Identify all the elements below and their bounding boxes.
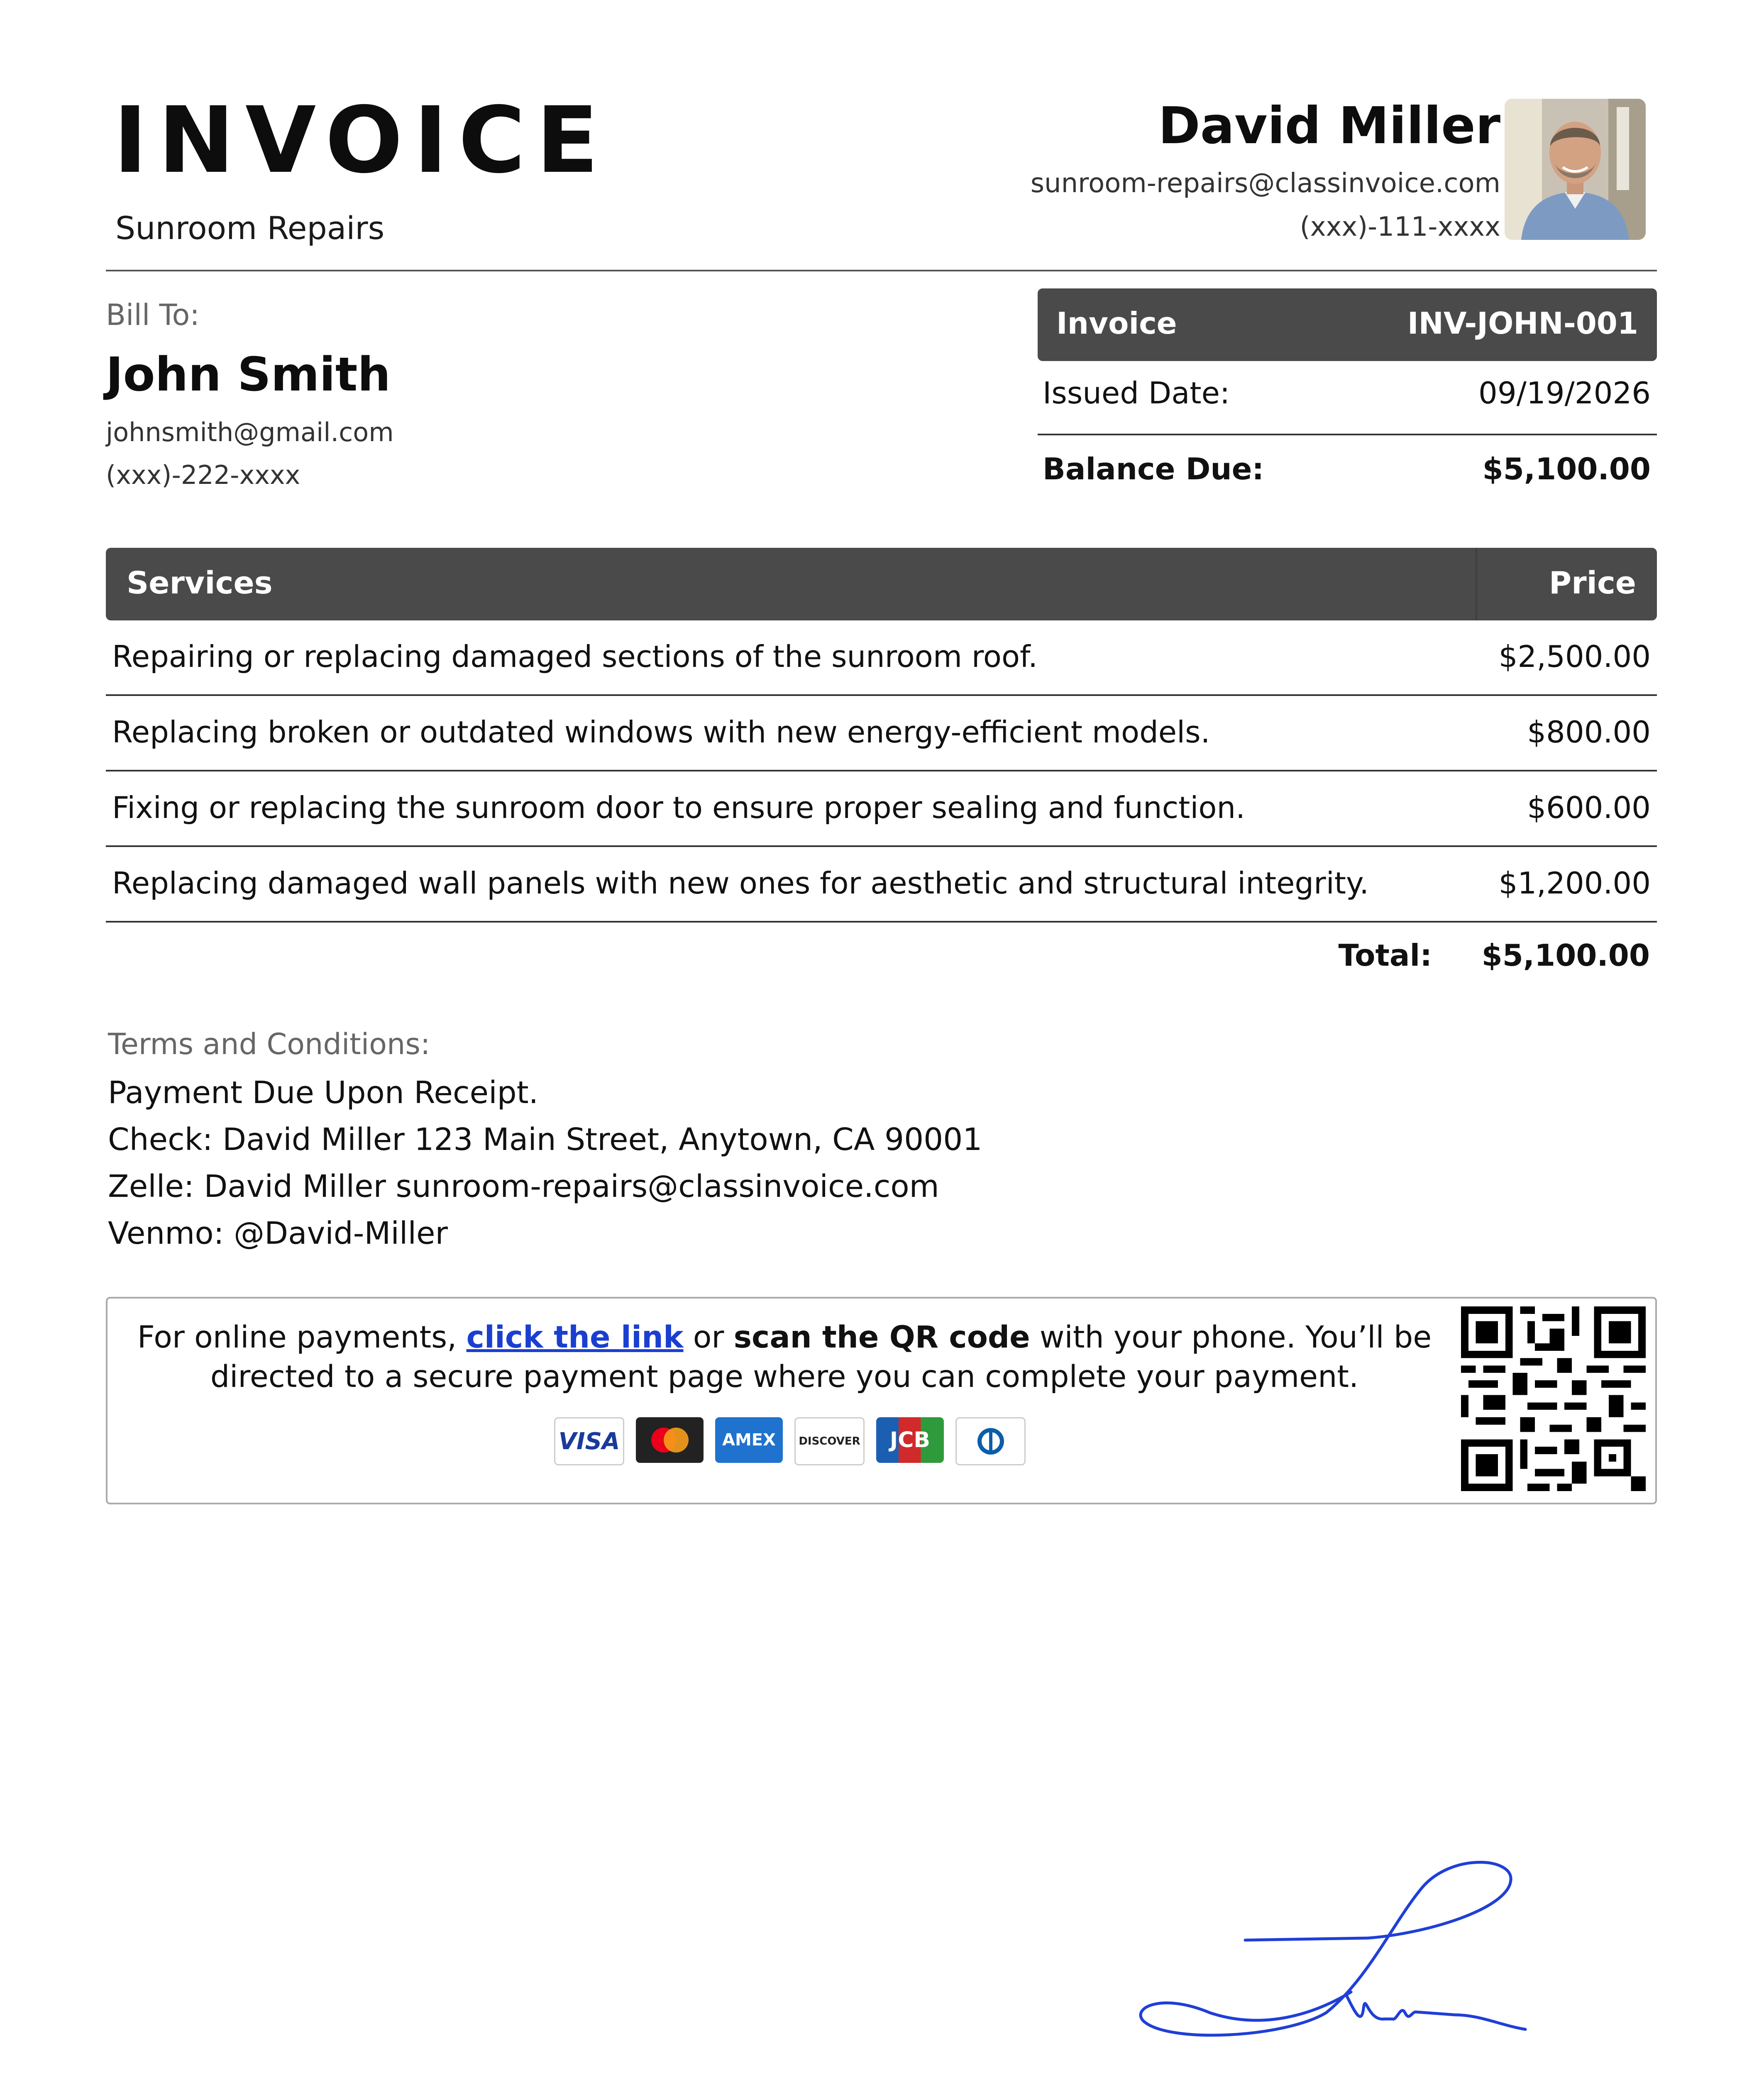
invoice-number: INV-JOHN-001 bbox=[1407, 306, 1638, 341]
service-description: Replacing damaged wall panels with new ones for aesthetic and structural integrity. bbox=[112, 866, 1369, 901]
accepted-cards bbox=[554, 1417, 1026, 1463]
payment-qr-hint: scan the QR code bbox=[733, 1320, 1030, 1355]
service-price: $2,500.00 bbox=[1498, 639, 1651, 674]
invoice-number-bar bbox=[1038, 288, 1657, 361]
service-price: $600.00 bbox=[1527, 790, 1651, 825]
price-column-header: Price bbox=[1549, 565, 1636, 601]
table-row bbox=[106, 771, 1657, 847]
service-price: $800.00 bbox=[1527, 715, 1651, 749]
services-column-header: Services bbox=[127, 565, 273, 601]
invoice-title: INVOICE bbox=[113, 87, 609, 193]
terms-line: Zelle: David Miller sunroom-repairs@classinvoice.com bbox=[108, 1169, 939, 1204]
header-divider bbox=[106, 270, 1657, 271]
sender-photo bbox=[1505, 99, 1646, 240]
payment-instructions bbox=[112, 1318, 1457, 1396]
client-name: John Smith bbox=[106, 348, 391, 402]
service-description: Fixing or replacing the sunroom door to ensure proper sealing and function. bbox=[112, 790, 1245, 825]
issued-date-label: Issued Date: bbox=[1043, 376, 1230, 410]
client-email: johnsmith@gmail.com bbox=[106, 417, 394, 447]
amex-icon: AMEX bbox=[715, 1417, 783, 1463]
invoice-label: Invoice bbox=[1056, 306, 1177, 341]
sender-email: sunroom-repairs@classinvoice.com bbox=[1030, 168, 1500, 199]
service-description: Replacing broken or outdated windows with new energy-efficient models. bbox=[112, 715, 1210, 749]
payment-qr-code[interactable] bbox=[1461, 1306, 1646, 1491]
sender-name: David Miller bbox=[1158, 96, 1500, 155]
table-row bbox=[106, 620, 1657, 696]
signature bbox=[1135, 1855, 1559, 2046]
services-table-header bbox=[106, 548, 1657, 620]
terms-line: Payment Due Upon Receipt. bbox=[108, 1075, 539, 1111]
visa-icon: VISA bbox=[554, 1417, 624, 1465]
terms-heading: Terms and Conditions: bbox=[108, 1027, 430, 1061]
jcb-icon: JCB bbox=[876, 1417, 944, 1463]
payment-text: For online payments, bbox=[137, 1320, 467, 1355]
terms-line: Check: David Miller 123 Main Street, Anytown, CA 90001 bbox=[108, 1122, 982, 1157]
terms-line: Venmo: @David-Miller bbox=[108, 1216, 448, 1251]
column-divider bbox=[1476, 548, 1477, 620]
issued-date-value: 09/19/2026 bbox=[1478, 376, 1651, 410]
business-subtitle: Sunroom Repairs bbox=[115, 210, 385, 247]
service-price: $1,200.00 bbox=[1498, 866, 1651, 901]
sender-phone: (xxx)-111-xxxx bbox=[1300, 212, 1500, 242]
total-label: Total: bbox=[1338, 938, 1432, 973]
service-description: Repairing or replacing damaged sections of the sunroom roof. bbox=[112, 639, 1038, 674]
client-phone: (xxx)-222-xxxx bbox=[106, 460, 301, 490]
payment-text: with your phone. You’ll be directed to a secure payment page where you can complete your payment. bbox=[210, 1320, 1432, 1394]
mastercard-icon bbox=[636, 1417, 704, 1463]
discover-icon: DISCOVER bbox=[794, 1417, 865, 1465]
total-value: $5,100.00 bbox=[1481, 938, 1650, 973]
balance-due-label: Balance Due: bbox=[1043, 452, 1264, 486]
payment-link[interactable]: click the link bbox=[466, 1320, 684, 1355]
balance-due-row bbox=[1038, 452, 1657, 522]
table-row bbox=[106, 847, 1657, 923]
table-row bbox=[106, 696, 1657, 771]
balance-due-value: $5,100.00 bbox=[1482, 452, 1651, 486]
payment-text: or bbox=[683, 1320, 734, 1355]
diners-club-icon bbox=[955, 1417, 1026, 1465]
issued-date-row bbox=[1038, 376, 1657, 435]
bill-to-label: Bill To: bbox=[106, 298, 200, 332]
